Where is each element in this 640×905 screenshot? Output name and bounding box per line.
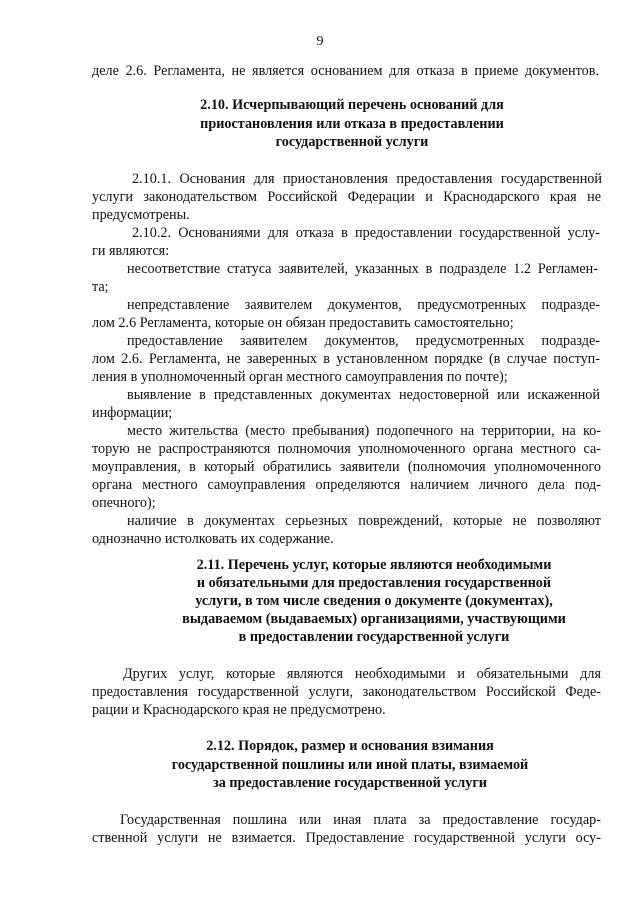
heading-line: государственной пошлины или иной платы, взимаемой <box>171 757 529 773</box>
paragraph-line: предусмотрены. <box>92 207 190 223</box>
paragraph-line: ственной услуги не взимается. Предоставление государственной услуги осу- <box>92 830 601 846</box>
paragraph-line: услуги законодательством Российской Федерации и Краснодарского края не <box>92 189 601 205</box>
heading-line: за предоставление государственной услуги <box>213 775 487 791</box>
heading-line: 2.11. Перечень услуг, которые являются необходимыми <box>196 557 552 573</box>
heading-line: в предоставлении государственной услуги <box>238 629 510 645</box>
paragraph-line: 2.10.2. Основаниями для отказа в предоставлении государственной услу- <box>132 225 600 241</box>
top-fragment: деле 2.6. Регламента, не является основанием для отказа в приеме документов. <box>92 63 599 79</box>
heading-line: и обязательными для предоставления государственной <box>196 575 552 591</box>
paragraph-line: органа местного самоуправления определяются наличием личного дела под- <box>92 477 601 493</box>
paragraph-line: моуправления, в который обратились заявители (полномочия уполномоченного <box>92 459 601 475</box>
paragraph-line: Других услуг, которые являются необходимыми и обязательными для <box>123 666 601 682</box>
paragraph-line: однозначно истолковать их содержание. <box>92 531 334 547</box>
paragraph-line: несоответствие статуса заявителей, указанных в подразделе 1.2 Регламен- <box>127 261 598 277</box>
paragraph-line: лом 2.6 Регламента, которые он обязан предоставить самостоятельно; <box>92 315 514 331</box>
paragraph-line: опечного); <box>92 495 156 511</box>
paragraph-line: наличие в документах серьезных повреждений, которые не позволяют <box>127 513 601 529</box>
paragraph-line: торую не распространяются полномочия уполномоченного органа местного са- <box>92 441 601 457</box>
paragraph-line: информации; <box>92 405 173 421</box>
paragraph-line: лом 2.6. Регламента, не заверенных в установленном порядке (в случае поступ- <box>92 351 600 367</box>
paragraph-line: предоставление заявителем документов, предусмотренных подразде- <box>127 333 600 349</box>
page-number: 9 <box>316 34 324 49</box>
heading-line: государственной услуги <box>275 134 429 150</box>
heading-line: услуги, в том числе сведения о документе (документах), <box>195 593 553 609</box>
paragraph-line: место жительства (место пребывания) подопечного на территории, на ко- <box>127 423 601 439</box>
paragraph-line: ги являются: <box>92 243 170 259</box>
heading-line: приостановления или отказа в предоставлении <box>200 116 504 132</box>
paragraph-line: 2.10.1. Основания для приостановления предоставления государственной <box>132 171 602 187</box>
heading-line: 2.12. Порядок, размер и основания взимания <box>206 738 494 754</box>
paragraph-line: предоставления государственной услуги, законодательством Российской Феде- <box>92 684 601 700</box>
paragraph-line: рации и Краснодарского края не предусмотрено. <box>92 702 386 718</box>
paragraph-line: непредставление заявителем документов, предусмотренных подразде- <box>127 297 600 313</box>
paragraph-line: ления в уполномоченный орган местного самоуправления по почте); <box>92 369 508 385</box>
paragraph-line: выявление в представленных документах недостоверной или искаженной <box>127 387 600 403</box>
heading-line: 2.10. Исчерпывающий перечень оснований для <box>200 97 504 113</box>
paragraph-line: Государственная пошлина или иная плата за предоставление государ- <box>120 812 601 828</box>
paragraph-line: та; <box>92 279 109 295</box>
heading-line: выдаваемом (выдаваемых) организациями, участвующими <box>182 611 566 627</box>
